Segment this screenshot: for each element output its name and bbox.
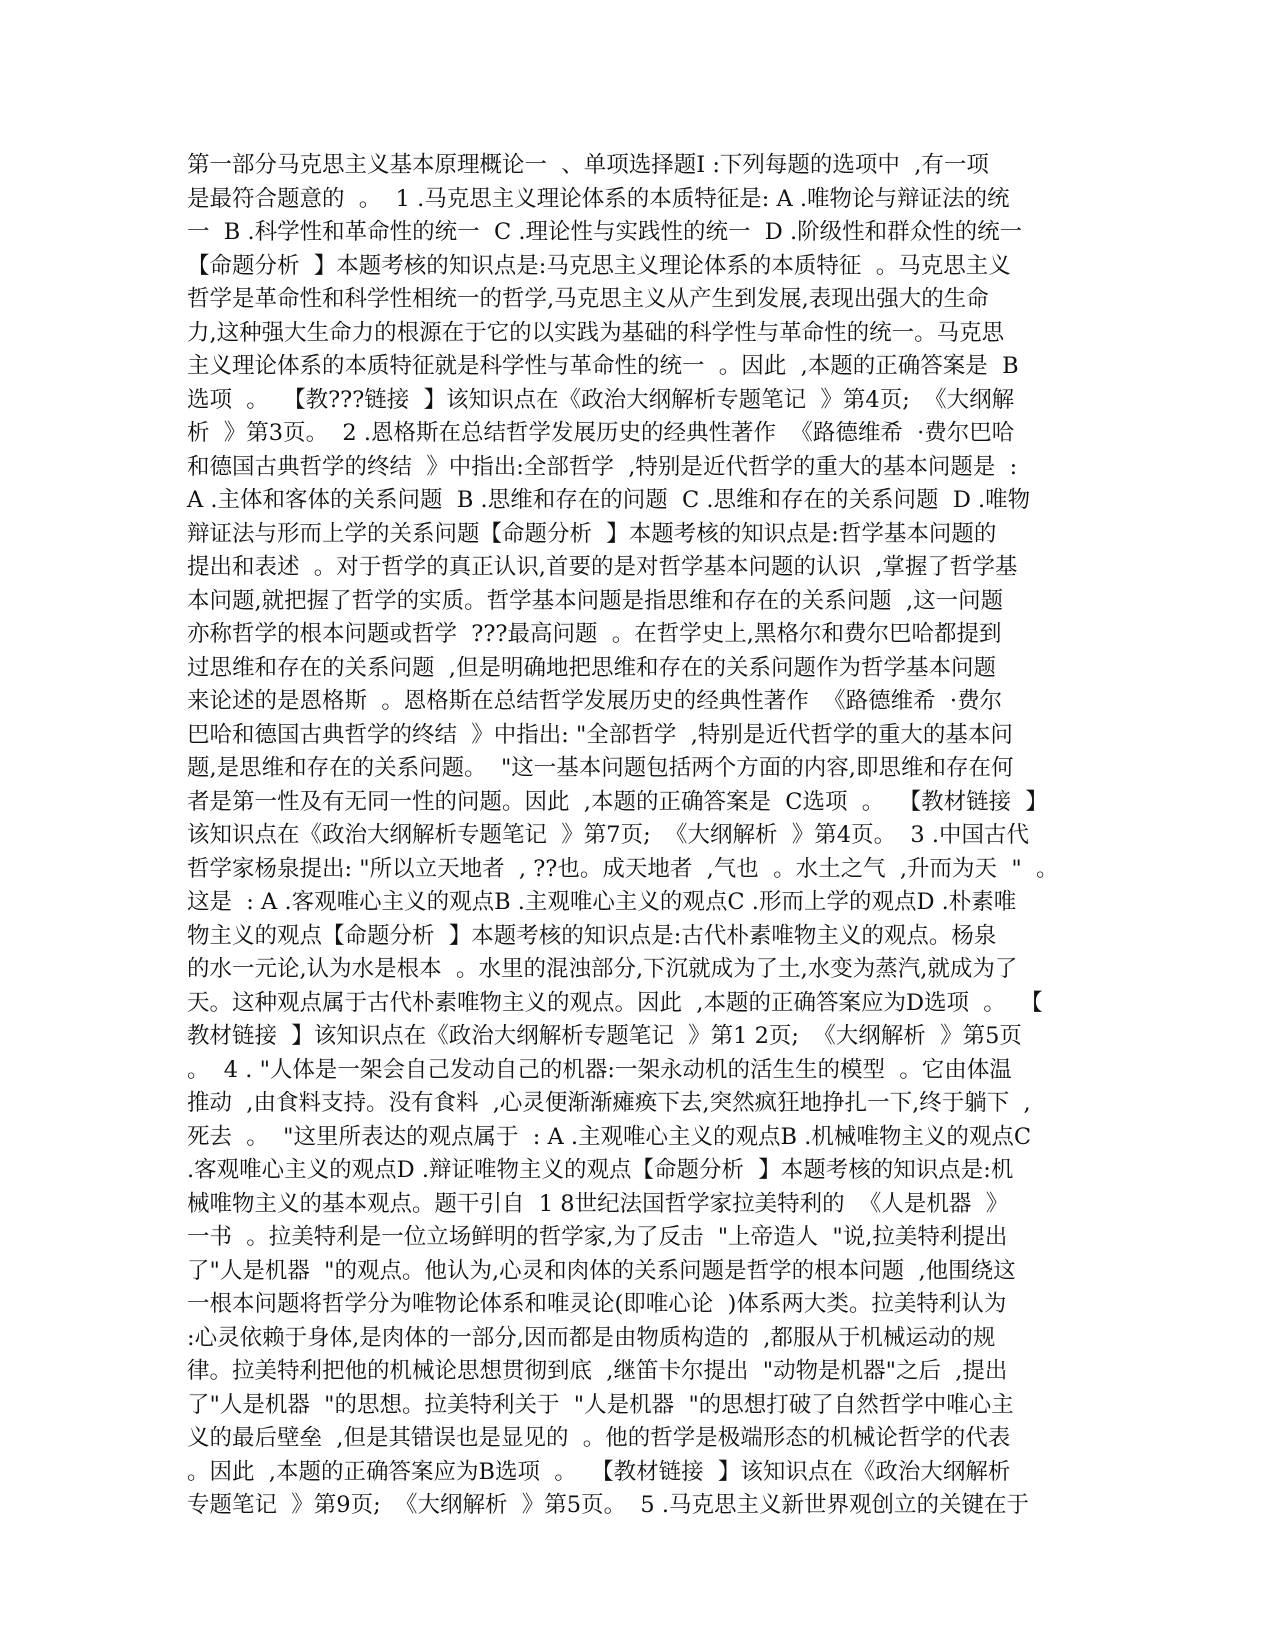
text-line: 主义理论体系的本质特征就是科学性与革命性的统一 。因此 ,本题的正确答案是 B [187,353,1019,379]
text-line: 死去 。 "这里所表达的观点属于 : A .主观唯心主义的观点B .机械唯物主义的观点C [187,1123,1032,1150]
text-line: 了"人是机器 "的观点。他认为,心灵和肉体的关系问题是哲学的根本问题 ,他围绕这 [187,1257,1016,1284]
text-line: 一书 。拉美特利是一位立场鲜明的哲学家,为了反击 "上帝造人 "说,拉美特利提出 [187,1224,1008,1250]
text-line: 推动 ,由食料支持。没有食料 ,心灵便渐渐瘫痪下去,突然疯狂地挣扎一下,终于躺下 , [187,1090,1031,1116]
text-line: 亦称哲学的根本问题或哲学 ???最高问题 。在哲学史上,黑格尔和费尔巴哈都提到 [187,621,1002,647]
text-line: .客观唯心主义的观点D .辩证唯物主义的观点【命题分析 】本题考核的知识点是:机 [187,1157,1014,1183]
text-line: 第一部分马克思主义基本原理概论一 、单项选择题Ⅰ :下列每题的选项中 ,有一项 [187,152,989,178]
text-line: 辩证法与形而上学的关系问题【命题分析 】本题考核的知识点是:哲学基本问题的 [187,520,997,547]
text-line: 是最符合题意的 。 1 .马克思主义理论体系的本质特征是: A .唯物论与辩证法的统 [187,185,1010,212]
text-line: 选项 。 【教???链接 】该知识点在《政治大纲解析专题笔记 》第4页; 《大纲解 [187,386,1015,413]
text-line: 哲学是革命性和科学性相统一的哲学,马克思主义从产生到发展,表现出强大的生命 [187,286,989,312]
text-line: 义的最后壁垒 ,但是其错误也是显见的 。他的哲学是极端形态的机械论哲学的代表 [187,1425,1011,1451]
text-line: 。 4 . "人体是一架会自己发动自己的机器:一架永动机的活生生的模型 。它由体温 [187,1056,1012,1083]
text-line: 提出和表述 。对于哲学的真正认识,首要的是对哲学基本问题的认识 ,掌握了哲学基 [187,554,1018,580]
text-line: 教材链接 】该知识点在《政治大纲解析专题笔记 》第1 2页; 《大纲解析 》第5页 [187,1023,1022,1049]
text-line: 过思维和存在的关系问题 ,但是明确地把思维和存在的关系问题作为哲学基本问题 [187,654,996,681]
text-line: 本问题,就把握了哲学的实质。哲学基本问题是指思维和存在的关系问题 ,这一问题 [187,587,1004,614]
text-line: A .主体和客体的关系问题 B .思维和存在的问题 C .思维和存在的关系问题 D .唯物 [187,487,1031,513]
text-line: 巴哈和德国古典哲学的终结 》中指出: "全部哲学 ,特别是近代哲学的重大的基本问 [187,721,1013,748]
text-line: 该知识点在《政治大纲解析专题笔记 》第7页; 《大纲解析 》第4页。 3 .中国古代 [187,822,1030,848]
text-line: 律。拉美特利把他的机械论思想贯彻到底 ,继笛卡尔提出 "动物是机器"之后 ,提出 [187,1358,1008,1384]
text-line: 物主义的观点【命题分析 】本题考核的知识点是:古代朴素唯物主义的观点。杨泉 [187,922,997,949]
text-line: 这是 : A .客观唯心主义的观点B .主观唯心主义的观点C .形而上学的观点D .朴素唯 [187,889,1017,915]
text-line: :心灵依赖于身体,是肉体的一部分,因而都是由物质构造的 ,都服从于机械运动的规 [187,1324,996,1351]
text-line: 力,这种强大生命力的根源在于它的以实践为基础的科学性与革命性的统一。马克思 [187,319,1005,346]
text-line: 专题笔记 》第9页; 《大纲解析 》第5页。 5 .马克思主义新世界观创立的关键在于 [187,1492,1030,1518]
text-line: 。因此 ,本题的正确答案应为B选项 。 【教材链接 】该知识点在《政治大纲解析 [187,1458,1011,1485]
text-line: 【命题分析 】本题考核的知识点是:马克思主义理论体系的本质特征 。马克思主义 [187,252,1011,279]
text-line: 天。这种观点属于古代朴素唯物主义的观点。因此 ,本题的正确答案应为D选项 。 【 [187,989,1043,1016]
text-line: 和德国古典哲学的终结 》中指出:全部哲学 ,特别是近代哲学的重大的基本问题是 : [187,453,1018,480]
body-text [187,149,1087,1523]
text-line: 了"人是机器 "的思想。拉美特利关于 "人是机器 "的思想打破了自然哲学中唯心主 [187,1391,1014,1418]
text-line: 题,是思维和存在的关系问题。 "这一基本问题包括两个方面的内容,即思维和存在何 [187,755,1014,781]
text-line: 一 B .科学性和革命性的统一 C .理论性与实践性的统一 D .阶级性和群众性的统一 [187,219,1023,245]
text-line: 哲学家杨泉提出: "所以立天地者 , ??也。成天地者 ,气也 。水土之气 ,升而为天 " 。 [187,855,1059,882]
text-line: 的水一元论,认为水是根本 。水里的混浊部分,下沉就成为了土,水变为蒸汽,就成为了 [187,956,1018,982]
text-line: 析 》第3页。 2 .恩格斯在总结哲学发展历史的经典性著作 《路德维希 ·费尔巴哈 [187,420,1015,446]
text-line: 一根本问题将哲学分为唯物论体系和唯灵论(即唯心论 )体系两大类。拉美特利认为 [187,1291,1007,1317]
text-line: 者是第一性及有无同一性的问题。因此 ,本题的正确答案是 C选项 。 【教材链接 】 [187,788,1048,815]
text-line: 来论述的是恩格斯 。恩格斯在总结哲学发展历史的经典性著作 《路德维希 ·费尔 [187,688,1003,714]
text-line: 械唯物主义的基本观点。题干引自 1 8世纪法国哲学家拉美特利的 《人是机器 》 [187,1190,1009,1217]
